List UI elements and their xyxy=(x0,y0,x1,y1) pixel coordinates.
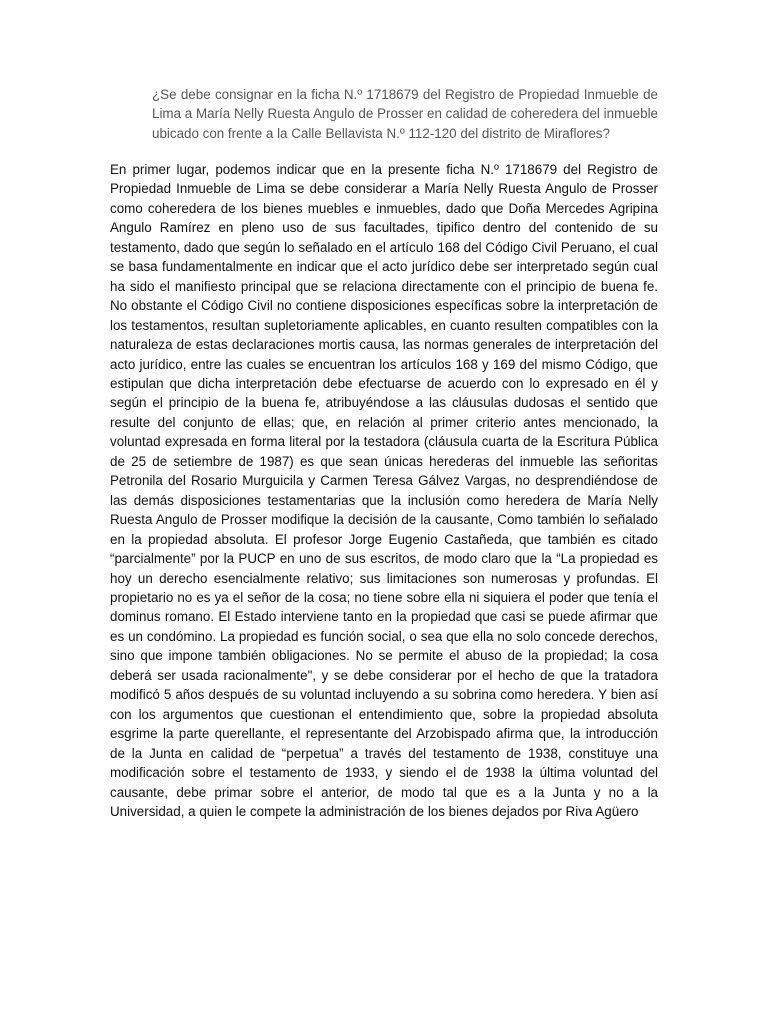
answer-paragraph: En primer lugar, podemos indicar que en la presente ficha N.º 1718679 del Registro de Propiedad Inmueble de Lima se debe considerar a María Nelly Ruesta Angulo de Prosser como coheredera de los bienes muebles e inmuebles, dado que Doña Mercedes Agripina Angulo Ramírez en pleno uso de sus facultades, tipifico dentro del contenido de su testamento, dado que según lo señalado en el artículo 168 del Código Civil Peruano, el cual se basa fundamentalmente en indicar que el acto jurídico debe ser interpretado según cual ha sido el manifiesto principal que se relaciona directamente con el principio de buena fe. No obstante el Código Civil no contiene disposiciones específicas sobre la interpretación de los testamentos, resultan supletoriamente aplicables, en cuanto resulten compatibles con la naturaleza de estas declaraciones mortis causa, las normas generales de interpretación del acto jurídico, entre las cuales se encuentran los artículos 168 y 169 del mismo Código, que estipulan que dicha interpretación debe efectuarse de acuerdo con lo expresado en él y según el principio de la buena fe, atribuyéndose a las cláusulas dudosas el sentido que resulte del conjunto de ellas; que, en relación al primer criterio antes mencionado, la voluntad expresada en forma literal por la testadora (cláusula cuarta de la Escritura Pública de 25 de setiembre de 1987) es que sean únicas herederas del inmueble las señoritas Petronila del Rosario Murguicila y Carmen Teresa Gálvez Vargas, no desprendiéndose de las demás disposiciones testamentarias que la inclusión como heredera de María Nelly Ruesta Angulo de Prosser modifique la decisión de la causante, Como también lo señalado en la propiedad absoluta. El profesor Jorge Eugenio Castañeda, que también es citado “parcialmente” por la PUCP en uno de sus escritos, de modo claro que la “La propiedad es hoy un derecho esencialmente relativo; sus limitaciones son numerosas y profundas. El propietario no es ya el señor de la cosa; no tiene sobre ella ni siquiera el poder que tenía el dominus romano. El Estado interviene tanto en la propiedad que casi se puede afirmar que es un condómino. La propiedad es función social, o sea que ella no solo concede derechos, sino que impone también obligaciones. No se permite el abuso de la propiedad; la cosa deberá ser usada racionalmente", y se debe considerar por el hecho de que la tratadora modificó 5 años después de su voluntad incluyendo a su sobrina como heredera. Y bien así con los argumentos que cuestionan el entendimiento que, sobre la propiedad absoluta esgrime la parte querellante, el representante del Arzobispado afirma que, la introducción de la Junta en calidad de “perpetua” a través del testamento de 1938, constituye una modificación sobre el testamento de 1933, y siendo el de 1938 la última voluntad del causante, debe primar sobre el anterior, de modo tal que es a la Junta y no a la Universidad, a quien le compete la administración de los bienes dejados por Riva Agüero xyxy=(110,162,658,819)
question-paragraph: ¿Se debe consignar en la ficha N.º 1718679 del Registro de Propiedad Inmueble de Lima a María Nelly Ruesta Angulo de Prosser en calidad de coheredera del inmueble ubicado con frente a la Calle Bellavista N.º 112-120 del distrito de Miraflores? xyxy=(152,87,658,141)
